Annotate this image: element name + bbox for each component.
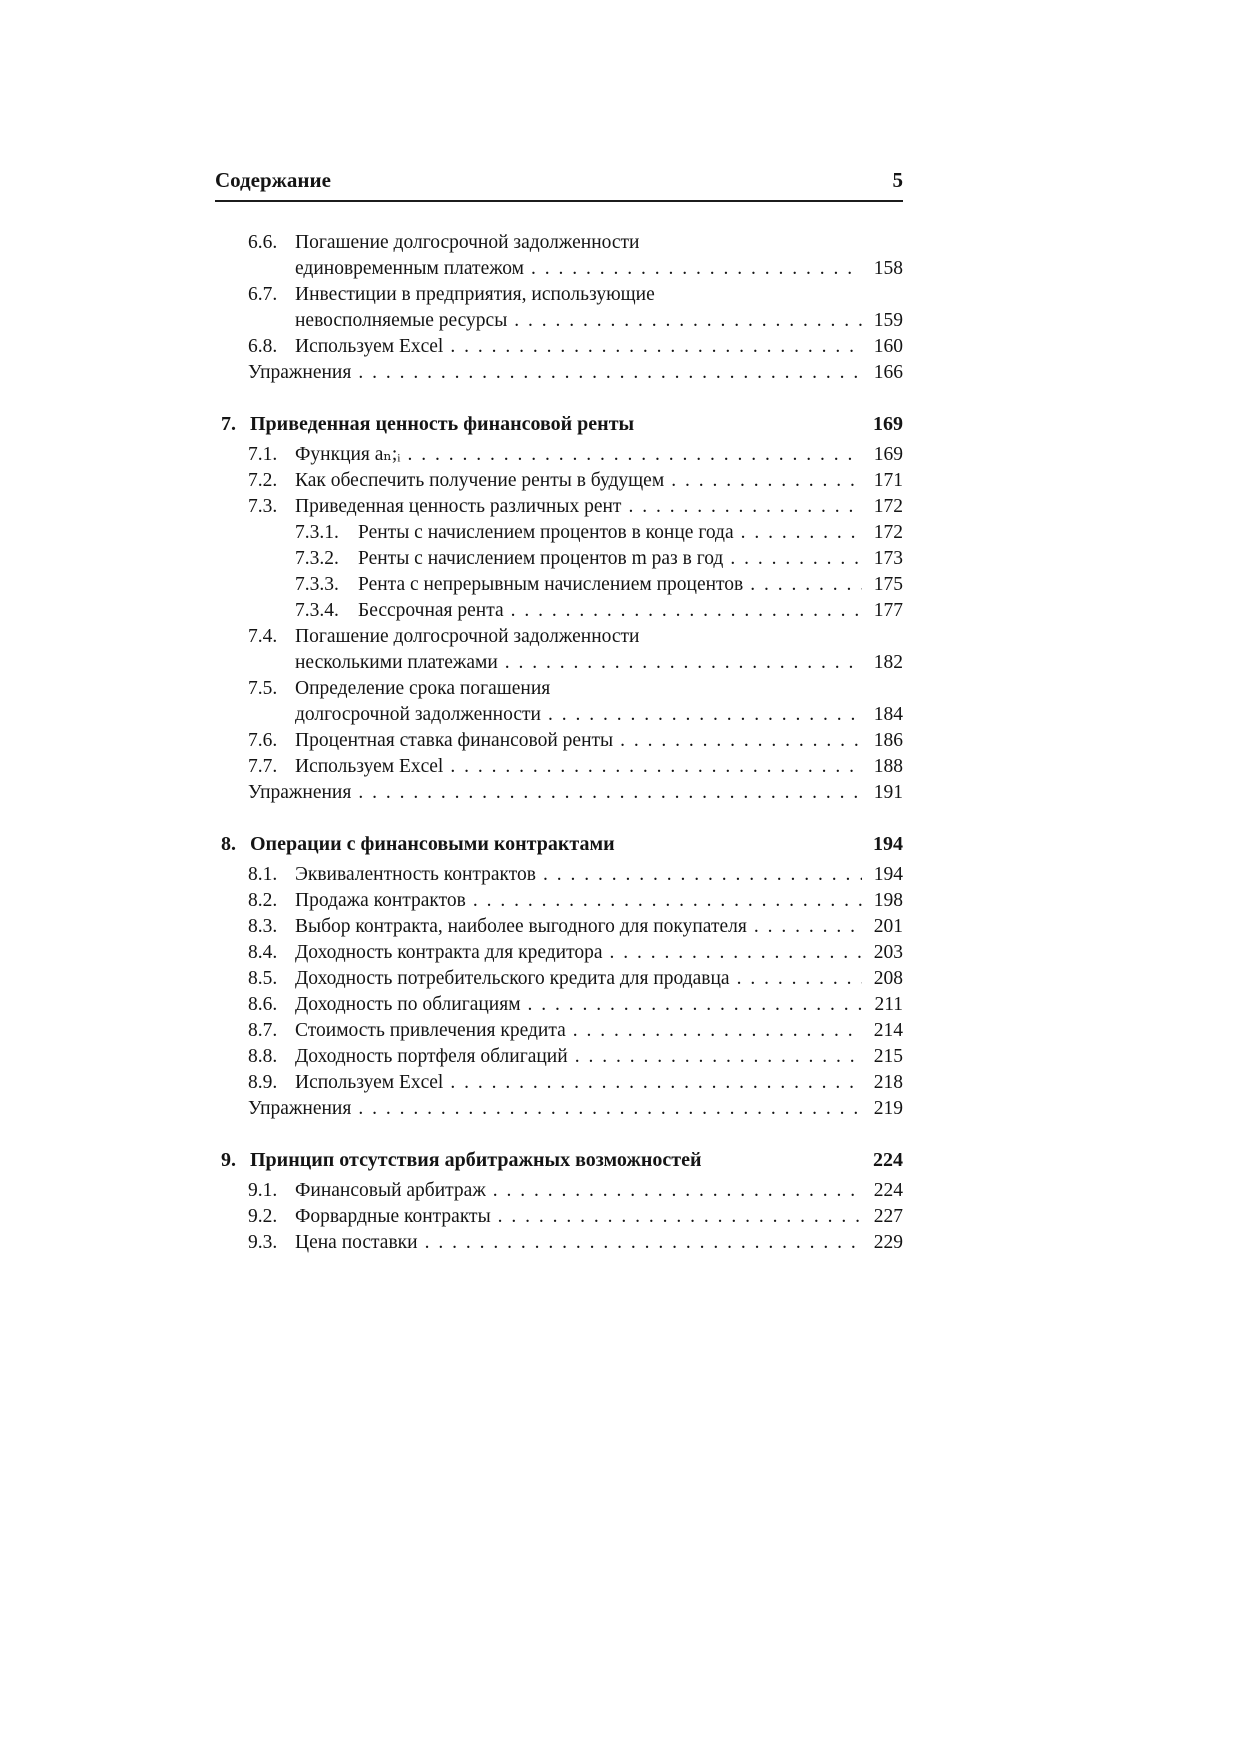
toc-dot-leader <box>450 1070 862 1096</box>
toc-entry-title: Доходность контракта для кредитора <box>295 942 603 963</box>
toc-entry <box>215 282 903 308</box>
toc-entry-title: Доходность по облигациям <box>295 994 521 1015</box>
toc-entry-number: 7.3.4. <box>295 600 339 621</box>
toc-entry-title: Эквивалентность контрактов <box>295 864 536 885</box>
toc-page-number: 215 <box>873 1046 903 1067</box>
toc-entry-number: 7.3.1. <box>295 522 339 543</box>
toc-entry-title: Рента с непрерывным начислением процентов <box>358 574 744 595</box>
toc-entry <box>215 230 903 256</box>
toc-page-number: 172 <box>873 496 903 517</box>
toc-entry <box>215 308 903 334</box>
toc-entry <box>215 546 903 572</box>
toc-entry <box>215 520 903 546</box>
toc-chapter-number: 9. <box>221 1149 236 1171</box>
toc-entry-title: Определение срока погашения <box>295 678 551 699</box>
toc-entry-number: 8.7. <box>248 1020 278 1041</box>
toc-entry-title: Упражнения <box>248 362 352 383</box>
toc-entry <box>215 624 903 650</box>
toc-entry-title: Бессрочная рента <box>358 600 504 621</box>
toc-dot-leader <box>543 862 862 888</box>
toc-dot-leader <box>737 966 862 992</box>
toc-dot-leader <box>531 256 862 282</box>
toc-entry-title: Доходность портфеля облигаций <box>295 1046 568 1067</box>
toc-dot-leader <box>514 308 862 334</box>
toc-entry-number: 7.3. <box>248 496 278 517</box>
toc-entry <box>215 256 903 282</box>
toc-entry-title: Финансовый арбитраж <box>295 1180 486 1201</box>
toc-page-number: 229 <box>873 1232 903 1253</box>
toc-entry-number: 7.6. <box>248 730 278 751</box>
toc-dot-leader <box>358 1096 862 1122</box>
toc-dot-leader <box>750 572 862 598</box>
page-header-number: 5 <box>892 168 903 192</box>
toc-chapter-number: 8. <box>221 833 236 855</box>
toc-entry <box>215 862 903 888</box>
toc-entry-title: Используем Excel <box>295 756 444 777</box>
toc-dot-leader <box>620 728 862 754</box>
toc-entry <box>215 780 903 806</box>
toc-entry <box>215 754 903 780</box>
toc-page-number: 169 <box>873 444 903 465</box>
toc-page-number: 186 <box>873 730 903 751</box>
toc-entry <box>215 914 903 940</box>
toc-page-number: 159 <box>873 310 903 331</box>
toc-page-number: 160 <box>873 336 903 357</box>
toc-dot-leader <box>730 546 862 572</box>
toc-entry <box>215 1018 903 1044</box>
toc-page-number: 219 <box>873 1098 903 1119</box>
toc-page-number: 227 <box>873 1206 903 1227</box>
toc-page-number: 166 <box>873 362 903 383</box>
toc-entry-number: 7.3.2. <box>295 548 339 569</box>
toc-page-number: 172 <box>873 522 903 543</box>
page-header <box>215 168 903 202</box>
toc-entry-title: Как обеспечить получение ренты в будущем <box>295 470 665 491</box>
toc-dot-leader <box>358 780 862 806</box>
toc-page-number: 177 <box>873 600 903 621</box>
toc-entry-title: долгосрочной задолженности <box>295 704 541 725</box>
toc-chapter-heading <box>215 1147 903 1173</box>
toc-chapter-number: 7. <box>221 413 236 435</box>
toc-page-number: 169 <box>873 413 903 435</box>
toc-page-number: 182 <box>873 652 903 673</box>
toc-list <box>215 230 903 1256</box>
toc-dot-leader <box>628 494 862 520</box>
toc-entry <box>215 1044 903 1070</box>
page-header-title: Содержание <box>215 168 331 192</box>
toc-entry-title: Выбор контракта, наиболее выгодного для покупателя <box>295 916 747 937</box>
toc-entry-title: Используем Excel <box>295 336 444 357</box>
toc-dot-leader <box>407 442 862 468</box>
toc-entry <box>215 676 903 702</box>
toc-entry-title: Цена поставки <box>295 1232 418 1253</box>
toc-entry <box>215 1096 903 1122</box>
toc-entry-number: 7.5. <box>248 678 278 699</box>
toc-chapter-title: Приведенная ценность финансовой ренты <box>250 413 635 435</box>
toc-entry-title: Ренты с начислением процентов в конце года <box>358 522 734 543</box>
toc-page-number: 211 <box>874 994 903 1015</box>
toc-entry <box>215 598 903 624</box>
toc-dot-leader <box>498 1204 862 1230</box>
toc-entry <box>215 334 903 360</box>
toc-entry <box>215 1070 903 1096</box>
toc-entry <box>215 468 903 494</box>
toc-entry-number: 7.1. <box>248 444 278 465</box>
toc-page-number: 191 <box>873 782 903 803</box>
toc-dot-leader <box>741 520 862 546</box>
toc-entry <box>215 1204 903 1230</box>
toc-entry <box>215 1230 903 1256</box>
toc-entry-number: 6.7. <box>248 284 278 305</box>
toc-page-number: 194 <box>873 833 903 855</box>
toc-page-number: 171 <box>873 470 903 491</box>
toc-entry-number: 8.2. <box>248 890 278 911</box>
toc-page-number: 224 <box>873 1180 903 1201</box>
toc-dot-leader <box>548 702 862 728</box>
toc-entry-number: 7.4. <box>248 626 278 647</box>
toc-dot-leader <box>493 1178 862 1204</box>
toc-entry <box>215 728 903 754</box>
toc-dot-leader <box>754 914 862 940</box>
toc-dot-leader <box>671 468 862 494</box>
toc-chapter-heading <box>215 831 903 857</box>
toc-page-number: 203 <box>873 942 903 963</box>
toc-entry-title: Процентная ставка финансовой ренты <box>295 730 614 751</box>
toc-entry <box>215 494 903 520</box>
toc-entry-number: 7.2. <box>248 470 278 491</box>
toc-dot-leader <box>450 334 862 360</box>
toc-entry-title: Упражнения <box>248 782 352 803</box>
toc-entry-title: невосполняемые ресурсы <box>295 310 508 331</box>
toc-entry-number: 7.7. <box>248 756 278 777</box>
toc-dot-leader <box>610 940 862 966</box>
toc-dot-leader <box>528 992 862 1018</box>
toc-entry <box>215 572 903 598</box>
toc-entry <box>215 650 903 676</box>
toc-entry-title: Продажа контрактов <box>295 890 466 911</box>
toc-dot-leader <box>450 754 862 780</box>
toc-entry-title: Погашение долгосрочной задолженности <box>295 626 640 647</box>
toc-entry-number: 6.8. <box>248 336 278 357</box>
toc-entry-number: 9.1. <box>248 1180 278 1201</box>
toc-entry-title: Приведенная ценность различных рент <box>295 496 622 517</box>
toc-page-number: 158 <box>873 258 903 279</box>
toc-dot-leader <box>573 1018 862 1044</box>
toc-page-number: 173 <box>873 548 903 569</box>
toc-entry-title: единовременным платежом <box>295 258 524 279</box>
toc-dot-leader <box>425 1230 862 1256</box>
toc-entry-title: Стоимость привлечения кредита <box>295 1020 566 1041</box>
toc-entry-number: 9.3. <box>248 1232 278 1253</box>
toc-entry-number: 6.6. <box>248 232 278 253</box>
toc-page-content <box>215 168 903 1256</box>
toc-entry-title: Используем Excel <box>295 1072 444 1093</box>
toc-entry <box>215 888 903 914</box>
toc-page-number: 201 <box>873 916 903 937</box>
toc-entry-number: 8.4. <box>248 942 278 963</box>
toc-entry-title: Форвардные контракты <box>295 1206 491 1227</box>
toc-page-number: 194 <box>873 864 903 885</box>
toc-page-number: 218 <box>873 1072 903 1093</box>
toc-chapter-title: Операции с финансовыми контрактами <box>250 833 615 855</box>
toc-entry-number: 8.9. <box>248 1072 278 1093</box>
toc-entry-title: Упражнения <box>248 1098 352 1119</box>
toc-entry <box>215 1178 903 1204</box>
toc-entry-number: 9.2. <box>248 1206 278 1227</box>
toc-entry <box>215 360 903 386</box>
toc-entry <box>215 992 903 1018</box>
toc-entry-title: Доходность потребительского кредита для продавца <box>295 968 730 989</box>
toc-entry-number: 8.6. <box>248 994 278 1015</box>
toc-entry-number: 8.5. <box>248 968 278 989</box>
toc-chapter-heading <box>215 411 903 437</box>
toc-page-number: 198 <box>873 890 903 911</box>
toc-entry-title: Инвестиции в предприятия, использующие <box>295 284 655 305</box>
toc-dot-leader <box>473 888 862 914</box>
toc-entry-number: 8.3. <box>248 916 278 937</box>
toc-page-number: 184 <box>873 704 903 725</box>
toc-page-number: 224 <box>873 1149 903 1171</box>
toc-page-number: 208 <box>873 968 903 989</box>
toc-entry-title: Ренты с начислением процентов m раз в год <box>358 548 724 569</box>
toc-chapter-title: Принцип отсутствия арбитражных возможностей <box>250 1149 702 1171</box>
toc-entry-title: несколькими платежами <box>295 652 498 673</box>
toc-entry-title: Функция aₙ;ᵢ <box>295 444 401 465</box>
toc-entry <box>215 966 903 992</box>
toc-entry-number: 8.1. <box>248 864 278 885</box>
toc-entry <box>215 702 903 728</box>
toc-page-number: 175 <box>873 574 903 595</box>
toc-dot-leader <box>575 1044 862 1070</box>
toc-entry-title: Погашение долгосрочной задолженности <box>295 232 640 253</box>
toc-entry-number: 8.8. <box>248 1046 278 1067</box>
toc-dot-leader <box>358 360 862 386</box>
toc-entry <box>215 940 903 966</box>
toc-dot-leader <box>511 598 862 624</box>
toc-page-number: 214 <box>873 1020 903 1041</box>
toc-entry <box>215 442 903 468</box>
toc-page-number: 188 <box>873 756 903 777</box>
toc-entry-number: 7.3.3. <box>295 574 339 595</box>
toc-dot-leader <box>505 650 862 676</box>
